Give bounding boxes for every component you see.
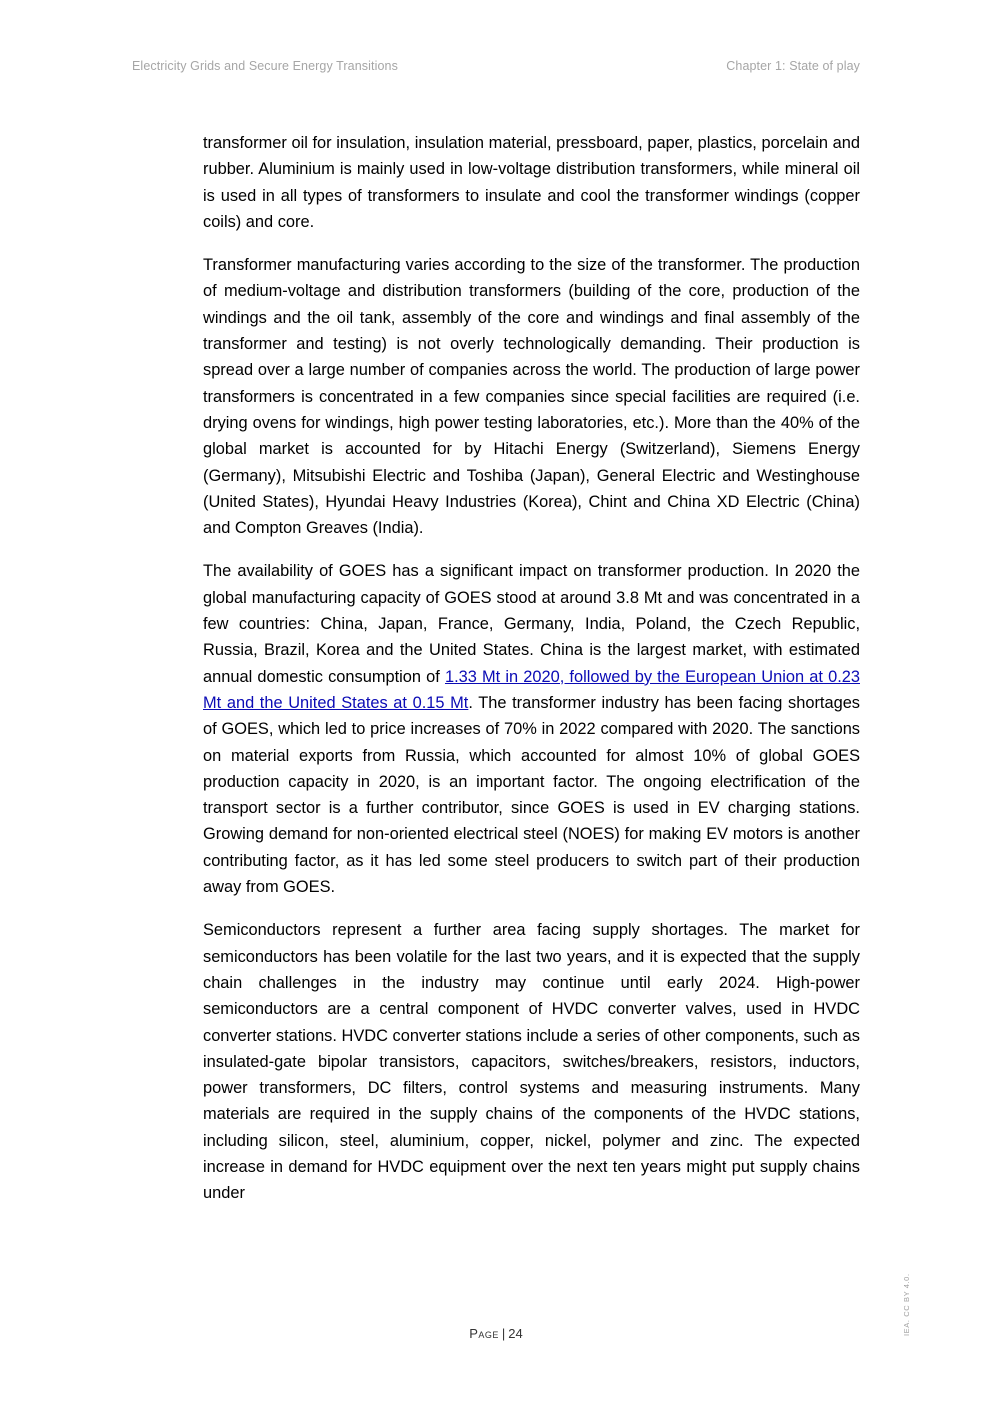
paragraph-goes-text-after: . The transformer industry has been facing shortages of GOES, which led to price increases of 70% in 2022 compared with 2020. The sanctions on material exports from Russia, which accounted for almost 10% of global GOES production capacity in 2020, is an important factor. The ongoing electrification of the transport sector is a further contributor, since GOES is used in EV charging stations. Growing demand for non-oriented electrical steel (NOES) for making EV motors is another contributing factor, as it has led some steel producers to switch part of their production away from GOES. — [203, 693, 861, 897]
goes-consumption-link[interactable]: 1.33 Mt in 2020, followed by the European Union at 0.23 Mt and the United States at 0.15 Mt — [203, 667, 860, 712]
running-header — [132, 59, 860, 75]
page-label: Page — [469, 1326, 499, 1341]
page-number-value: 24 — [508, 1326, 523, 1341]
report-title: Electricity Grids and Secure Energy Transitions — [132, 59, 398, 73]
page-separator: | — [501, 1326, 506, 1341]
paragraph-semiconductors: Semiconductors represent a further area facing supply shortages. The market for semiconductors has been volatile for the last two years, and it is expected that the supply chain challenges in the industry may continue until early 2024. High-power semiconductors are a central component of HVDC converter valves, used in HVDC converter stations. HVDC converter stations include a series of other components, such as insulated-gate bipolar transistors, capacitors, switches/breakers, resistors, inductors, power transformers, DC filters, control systems and measuring instruments. Many materials are required in the supply chains of the components of the HVDC stations, including silicon, steel, aluminium, copper, nickel, polymer and zinc. The expected increase in demand for HVDC equipment over the next ten years might put supply chains under — [203, 921, 860, 1203]
chapter-title: Chapter 1: State of play — [726, 59, 860, 73]
license-mark: IEA. CC BY 4.0. — [902, 1273, 911, 1336]
page-number — [0, 1326, 992, 1341]
paragraph-goes — [203, 558, 860, 900]
paragraph-manufacturing: Transformer manufacturing varies according to the size of the transformer. The production of medium-voltage and distribution transformers (building of the core, production of the windings and the oil tank, assembly of the core and windings and final assembly of the transformer and testing) is not overly technologically demanding. Their production is spread over a large number of companies across the world. The production of large power transformers is concentrated in a few companies since special facilities are required (i.e. drying ovens for windings, high power testing laboratories, etc.). More than the 40% of the global market is accounted for by Hitachi Energy (Switzerland), Siemens Energy (Germany), Mitsubishi Electric and Toshiba (Japan), General Electric and Westinghouse (United States), Hyundai Heavy Industries (Korea), Chint and China XD Electric (China) and Compton Greaves (India). — [203, 256, 860, 538]
paragraph-goes-text-before: The availability of GOES has a significant impact on transformer production. In 2020 the global manufacturing capacity of GOES stood at around 3.8 Mt and was concentrated in a few countries: China, Japan, France, Germany, India, Poland, the Czech Republic, Russia, Brazil, Korea and the United States. China is the largest market, with estimated annual domestic consumption of — [203, 562, 860, 686]
body-text — [203, 130, 860, 1224]
paragraph-materials: transformer oil for insulation, insulation material, pressboard, paper, plastics, porcelain and rubber. Aluminium is mainly used in low-voltage distribution transformers, while mineral oil is used in all types of transformers to insulate and cool the transformer windings (copper coils) and core. — [203, 134, 860, 231]
